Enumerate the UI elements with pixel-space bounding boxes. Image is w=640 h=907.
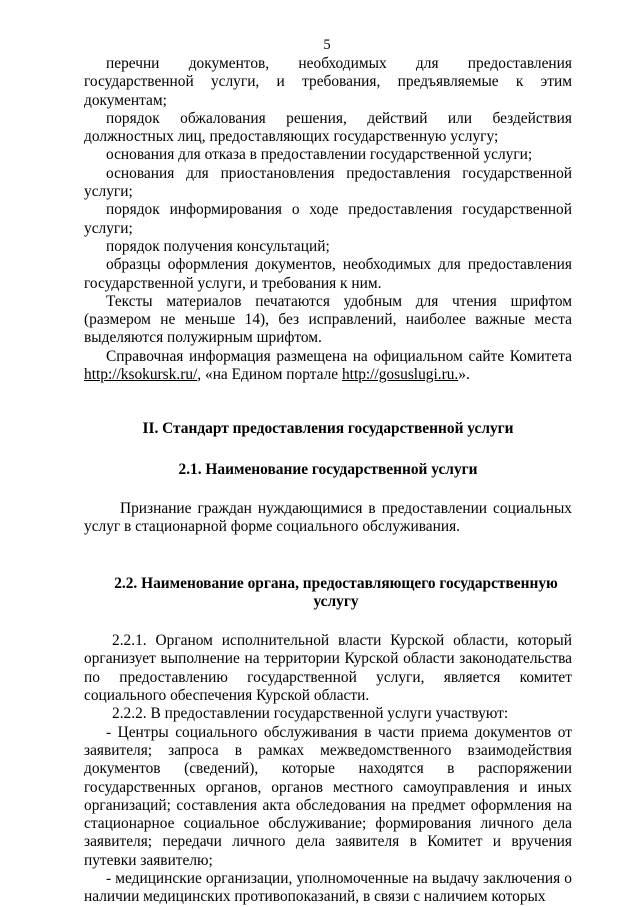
- reference-info-mid: , «на Едином портале: [197, 366, 342, 384]
- paragraph-2-2-1: 2.2.1. Органом исполнительной власти Курской области, который организует выполнение на территории Курской области законодательства по предоставлению государственной услуги, является комитет социального обеспечения Курской области.: [84, 632, 572, 705]
- gosuslugi-link[interactable]: http://gosuslugi.ru.: [341, 366, 459, 384]
- section-heading-standard: II. Стандарт предоставления государственной услуги: [142, 420, 514, 438]
- reference-info-text: Справочная информация размещена на официальном сайте Комитета: [106, 347, 572, 365]
- paragraph-document-lists: перечни документов, необходимых для предоставления государственной услуги, и требования, предъявляемые к этим документам;: [84, 55, 572, 109]
- subsection-heading-service-name: 2.1. Наименование государственной услуги: [178, 460, 478, 478]
- subsection-heading-authority-name: 2.2. Наименование органа, предоставляющего государственную услугу: [114, 574, 558, 610]
- page-number: 5: [323, 37, 331, 53]
- paragraph-reference-info: [84, 348, 572, 385]
- paragraph-font-requirements: Тексты материалов печатаются удобным для чтения шрифтом (размером не меньше 14), без исправлений, наиболее важные места выделяются полужирным шрифтом.: [84, 292, 572, 347]
- paragraph-medical-organizations: - медицинские организации, уполномоченные на выдачу заключения о наличии медицинских противопоказаний, в связи с наличием которых: [84, 869, 572, 906]
- paragraph-appeal-procedure: порядок обжалования решения, действий или бездействия должностных лиц, предоставляющих государственную услугу;: [84, 109, 572, 146]
- paragraph-refusal-grounds: основания для отказа в предоставлении государственной услуги;: [106, 146, 533, 164]
- reference-info-end: ».: [458, 366, 470, 384]
- paragraph-social-centers: - Центры социального обслуживания в части приема документов от заявителя; запроса в рамках межведомственного взаимодействия документов (сведений), которые находятся в распоряжении государственных органов, органов местного самоуправления и иных организаций; составления акта обследования на предмет оформления на стационарное социальное обслуживание; формирования личного дела заявителя; передачи личного дела заявителя в Комитет и вручения путевки заявителю;: [84, 723, 572, 869]
- paragraph-progress-information: порядок информирования о ходе предоставления государственной услуги;: [84, 201, 572, 237]
- paragraph-consultations: порядок получения консультаций;: [106, 237, 330, 255]
- paragraph-suspension-grounds: основания для приостановления предоставления государственной услуги;: [84, 164, 572, 201]
- document-body: [84, 55, 572, 907]
- paragraph-service-name: Признание граждан нуждающимися в предоставлении социальных услуг в стационарной форме социального обслуживания.: [84, 499, 572, 536]
- paragraph-document-samples: образцы оформления документов, необходимых для предоставления государственной услуги, и требования к ним.: [84, 256, 572, 292]
- ksokursk-link[interactable]: http://ksokursk.ru/: [84, 366, 198, 384]
- paragraph-2-2-2: 2.2.2. В предоставлении государственной услуги участвуют:: [112, 705, 509, 723]
